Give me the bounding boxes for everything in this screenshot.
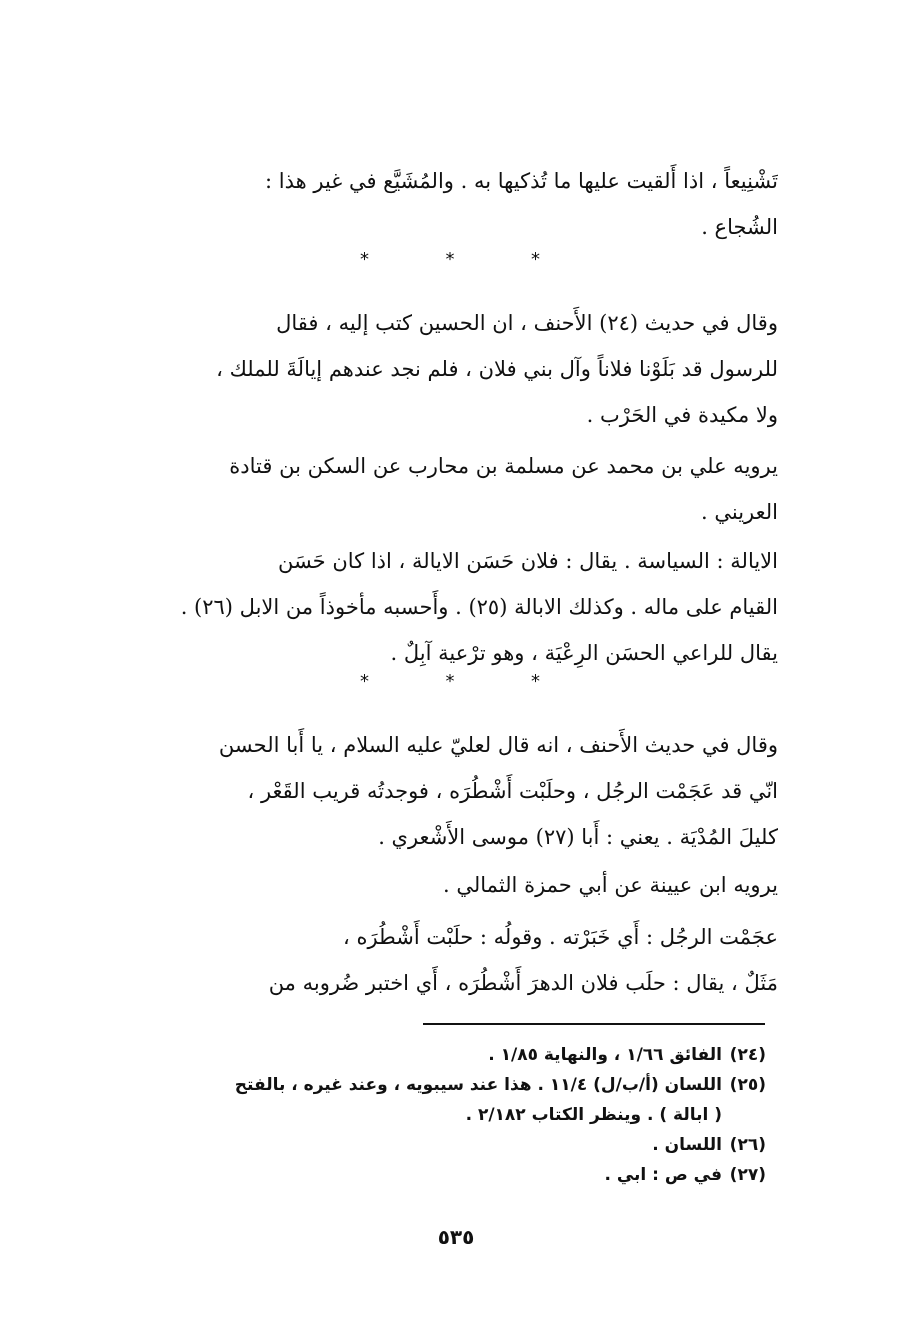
text-line: الشُجاع . <box>701 215 778 239</box>
paragraph-hadith-ahnaf-husayn <box>118 300 778 438</box>
footnote-number <box>722 1100 766 1130</box>
paragraph-ajamt-definition <box>118 914 778 1006</box>
text-line: يرويه ابن عيينة عن أبي حمزة الثمالي . <box>443 873 778 897</box>
footnote-25-continued <box>116 1100 766 1130</box>
text-line: القيام على ماله . وكذلك الابالة (٢٥) . وأَحسبه مأخوذاً من الابل (٢٦) . <box>180 595 778 619</box>
footnote-number: (٢٤) <box>729 1045 766 1065</box>
footnote-number: (٢٧) <box>729 1165 766 1185</box>
footnote-27 <box>116 1160 766 1190</box>
section-separator <box>360 672 540 692</box>
footnote-24 <box>116 1040 766 1070</box>
text-line: يقال للراعي الحسَن الرِعْيَة ، وهو ترْعية آبِلٌ . <box>390 641 778 665</box>
paragraph-hadith-ahnaf-ali <box>118 722 778 860</box>
text-line: عجَمْت الرجُل : أَي خَبَرْته . وقولُه : حلَبْت أَشْطُرَه ، <box>342 925 778 949</box>
paragraph-iyala-definition <box>118 538 778 676</box>
text-line: العريني . <box>701 500 778 524</box>
text-line: وقال في حديث (٢٤) الأَحنف ، ان الحسين كتب إليه ، فقال <box>276 311 778 335</box>
paragraph-isnad-1 <box>118 443 778 535</box>
star-icon: * <box>445 249 455 270</box>
text-line: الايالة : السياسة . يقال : فلان حَسَن الايالة ، اذا كان حَسَن <box>277 549 778 573</box>
text-line: يرويه علي بن محمد عن مسلمة بن محارب عن السكن بن قتادة <box>229 454 778 478</box>
footnote-26 <box>116 1130 766 1160</box>
star-icon: * <box>531 249 540 270</box>
footnote-number: (٢٦) <box>729 1135 766 1155</box>
footnotes <box>116 1040 766 1190</box>
text-line: كليلَ المُدْيَة . يعني : أَبا (٢٧) موسى الأَشْعري . <box>378 825 778 849</box>
text-line: تَشْنِيعاً ، اذا أَلقيت عليها ما تُذكيها به . والمُشَيَّع في غير هذا : <box>265 169 778 193</box>
footnote-divider <box>423 1023 765 1025</box>
star-icon: * <box>531 671 540 692</box>
footnote-text: اللسان . <box>652 1135 722 1155</box>
paragraph-isnad-2 <box>118 862 778 908</box>
footnote-text: في ص : ابي . <box>604 1165 722 1185</box>
footnote-number: (٢٥) <box>729 1075 766 1095</box>
page-number: ٥٣٥ <box>437 1225 475 1249</box>
footnote-text: الفائق ١/٦٦ ، والنهاية ١/٨٥ . <box>488 1045 722 1065</box>
star-icon: * <box>360 249 369 270</box>
footnote-text: ( ابالة ) . وينظر الكتاب ٢/١٨٢ . <box>465 1105 722 1125</box>
text-line: ولا مكيدة في الحَرْب . <box>586 403 778 427</box>
footnote-25 <box>116 1070 766 1100</box>
text-line: انّي قد عَجَمْت الرجُل ، وحلَبْت أَشْطُرَه ، فوجدتُه قريب القَعْر ، <box>247 779 778 803</box>
star-icon: * <box>360 671 369 692</box>
text-line: وقال في حديث الأَحنف ، انه قال لعليّ عليه السلام ، يا أَبا الحسن <box>218 733 778 757</box>
footnote-text: اللسان (أ/ب/ل) ١١/٤ . هذا عند سيبويه ، وعند غيره ، بالفتح <box>234 1075 722 1095</box>
section-separator <box>360 250 540 270</box>
star-icon: * <box>445 671 455 692</box>
text-line: للرسول قد بَلَوْنا فلاناً وآل بني فلان ، فلم نجد عندهم إيالَةَ للملك ، <box>216 357 778 381</box>
text-line: مَثَلٌ ، يقال : حلَب فلان الدهرَ أَشْطُرَه ، أَي اختبر ضُروبه من <box>268 971 778 995</box>
paragraph-tashni <box>118 158 778 250</box>
